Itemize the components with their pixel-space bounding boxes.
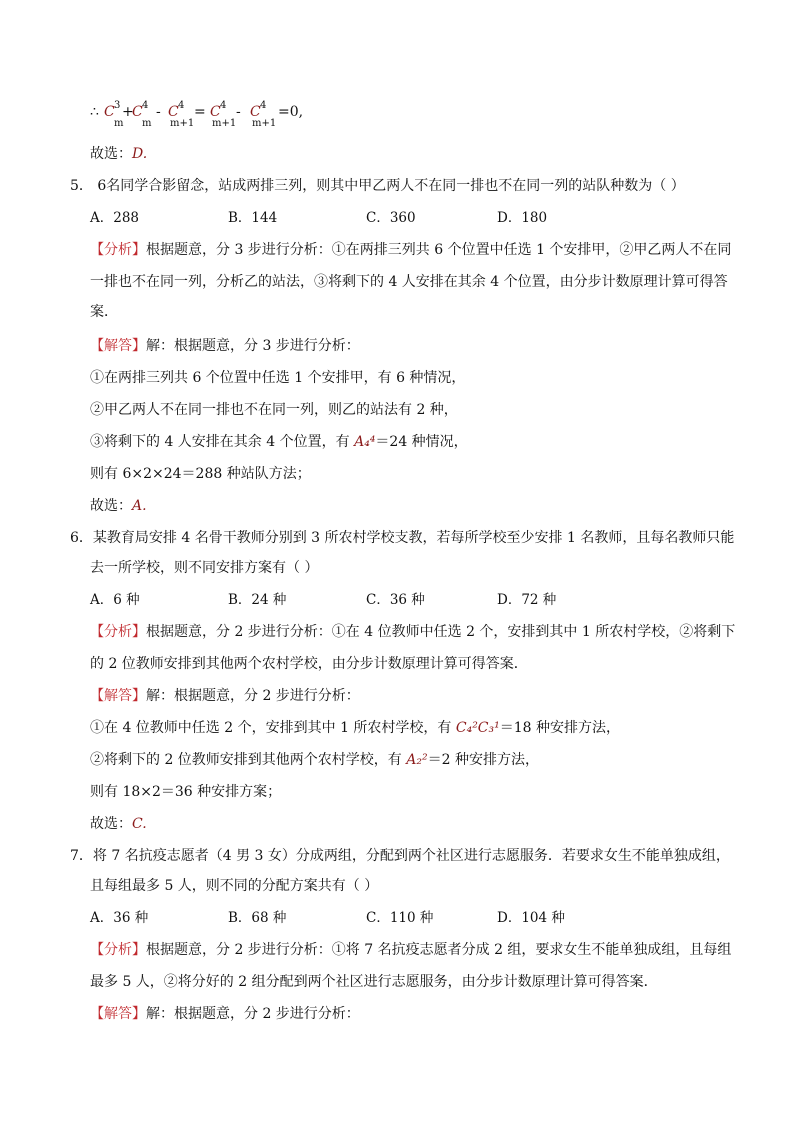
formula-line xyxy=(90,100,350,134)
formula-term: C xyxy=(168,104,179,120)
q6-solution-step2: ②将剩下的 2 位教师安排到其他两个农村学校，有 A₂²＝2 种安排方法， xyxy=(90,752,539,768)
q5-analysis: 【分析】根据题意，分 3 步进行分析：①在两排三列共 6 个位置中任选 1 个安排甲，②甲乙两人不在同 xyxy=(90,242,732,258)
formula-sub: m+1 xyxy=(252,118,277,129)
solution-tag: 【解答】 xyxy=(90,688,146,704)
q7-option-d: D．104 种 xyxy=(497,910,565,926)
formula-op: - xyxy=(236,104,241,120)
q7-option-c: C．110 种 xyxy=(366,910,434,926)
q6-option-b: B．24 种 xyxy=(228,592,287,608)
q5-option-b: B．144 xyxy=(228,210,278,226)
q6-solution-step1: ①在 4 位教师中任选 2 个，安排到其中 1 所农村学校，有 C₄²C₃¹＝18 种安排方法， xyxy=(90,720,621,736)
formula-sup: 4 xyxy=(260,100,267,111)
analysis-tag: 【分析】 xyxy=(90,942,146,958)
q7-stem: 7．将 7 名抗疫志愿者（4 男 3 女）分成两组，分配到两个社区进行志愿服务．若要求女生不能单独成组， xyxy=(70,848,730,864)
q6-option-d: D．72 种 xyxy=(497,592,557,608)
q5-answer: 故选：A. xyxy=(90,498,147,514)
q6-stem: 6．某教育局安排 4 名骨干教师分别到 3 所农村学校支教，若每所学校至少安排 1 名教师，且每名教师只能 xyxy=(70,530,735,546)
q6-analysis-line2: 的 2 位教师安排到其他两个农村学校，由分步计数原理计算可得答案． xyxy=(90,656,528,672)
solution-tag: 【解答】 xyxy=(90,338,146,354)
formula-result: =0, xyxy=(278,104,304,120)
q5-solution-step3: ③将剩下的 4 人安排在其余 4 个位置，有 A₄⁴＝24 种情况， xyxy=(90,434,468,450)
question-number: 5． xyxy=(70,178,93,194)
permutation-symbol: A₂² xyxy=(406,752,428,768)
q5-analysis-line2: 一排也不在同一列，分析乙的站法，③将剩下的 4 人安排在其余 4 个位置，由分步计数原理计算可得答 xyxy=(90,274,728,290)
formula-sup: 3 xyxy=(114,100,121,111)
q6-solution-total: 则有 18×2＝36 种安排方案； xyxy=(90,784,282,800)
formula-term: C xyxy=(132,104,143,120)
q5-option-a: A．288 xyxy=(90,210,140,226)
q7-solution: 【解答】解：根据题意，分 2 步进行分析： xyxy=(90,1006,360,1022)
q5-option-d: D．180 xyxy=(497,210,548,226)
q7-stem-line2: 且每组最多 5 人，则不同的分配方案共有（ ） xyxy=(90,878,379,894)
q5-solution-step2: ②甲乙两人不在同一排也不在同一列，则乙的站法有 2 种， xyxy=(90,402,458,418)
combination-symbol: C₄²C₃¹ xyxy=(455,720,500,736)
permutation-symbol: A₄⁴ xyxy=(354,434,376,450)
q6-solution: 【解答】解：根据题意，分 2 步进行分析： xyxy=(90,688,360,704)
formula-term: C xyxy=(104,104,115,120)
q5-solution-step1: ①在两排三列共 6 个位置中任选 1 个安排甲，有 6 种情况， xyxy=(90,370,466,386)
formula-sup: 4 xyxy=(220,100,227,111)
q6-stem-line2: 去一所学校，则不同安排方案有（ ） xyxy=(90,560,319,576)
q5-option-c: C．360 xyxy=(366,210,416,226)
q7-analysis-line2: 最多 5 人，②将分好的 2 组分配到两个社区进行志愿服务，由分步计数原理计算可得答案． xyxy=(90,974,658,990)
formula-sup: 4 xyxy=(178,100,185,111)
q5-solution-total: 则有 6×2×24＝288 种站队方法； xyxy=(90,466,311,482)
formula-sup: 4 xyxy=(142,100,149,111)
formula-sub: m+1 xyxy=(170,118,195,129)
formula-sub: m xyxy=(114,118,124,129)
formula-sub: m+1 xyxy=(212,118,237,129)
analysis-tag: 【分析】 xyxy=(90,242,146,258)
q7-analysis: 【分析】根据题意，分 2 步进行分析：①将 7 名抗疫志愿者分成 2 组，要求女生不能单独成组，且每组 xyxy=(90,942,732,958)
q6-option-a: A．6 种 xyxy=(90,592,140,608)
q4-answer: 故选：D. xyxy=(90,146,148,162)
q5-stem: 5． 6名同学合影留念，站成两排三列，则其中甲乙两人不在同一排也不在同一列的站队种数为（ ） xyxy=(70,178,685,194)
q7-option-b: B．68 种 xyxy=(228,910,287,926)
q7-option-a: A．36 种 xyxy=(90,910,149,926)
formula-op: + xyxy=(122,104,134,120)
analysis-tag: 【分析】 xyxy=(90,624,146,640)
solution-tag: 【解答】 xyxy=(90,1006,146,1022)
q6-analysis: 【分析】根据题意，分 2 步进行分析：①在 4 位教师中任选 2 个，安排到其中 1 所农村学校，②将剩下 xyxy=(90,624,736,640)
q5-analysis-line3: 案． xyxy=(90,304,118,320)
q6-option-c: C．36 种 xyxy=(366,592,425,608)
q5-solution: 【解答】解：根据题意，分 3 步进行分析： xyxy=(90,338,360,354)
therefore-symbol: ∴ xyxy=(90,104,99,120)
formula-term: C xyxy=(250,104,261,120)
q6-answer: 故选：C. xyxy=(90,816,147,832)
question-number: 7． xyxy=(70,848,93,864)
formula-op: - xyxy=(156,104,161,120)
question-number: 6． xyxy=(70,530,93,546)
formula-op: = xyxy=(194,104,206,120)
formula-sub: m xyxy=(142,118,152,129)
formula-term: C xyxy=(210,104,221,120)
